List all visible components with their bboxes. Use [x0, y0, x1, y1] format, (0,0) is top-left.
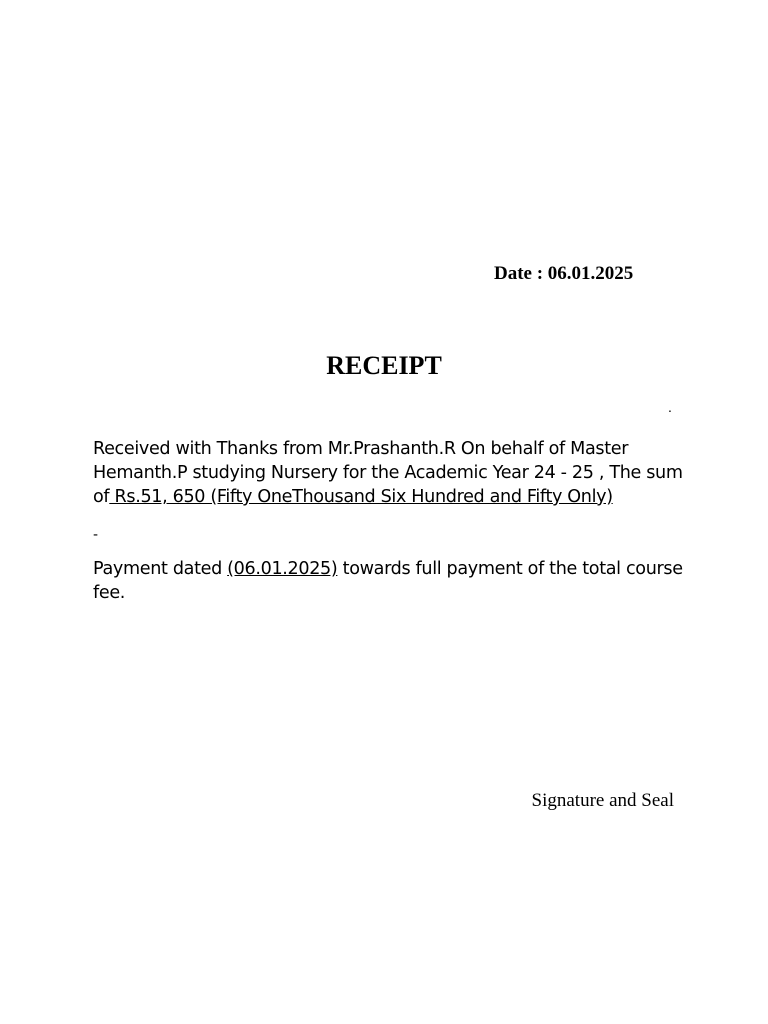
- payment-paragraph: [93, 557, 683, 605]
- received-text: Received with Thanks from Mr.Prashanth.R On behalf of Master Hemanth.P studying Nursery for the Academic Year 24 - 25 , The sum of: [93, 439, 683, 507]
- payment-date: (06.01.2025): [227, 559, 338, 579]
- payment-suffix: towards full payment of the total course fee.: [93, 559, 683, 603]
- received-paragraph: [93, 437, 683, 509]
- payment-prefix: Payment dated: [93, 559, 228, 579]
- dot-mark: .: [668, 399, 672, 415]
- receipt-date: Date : 06.01.2025: [494, 263, 634, 284]
- signature-and-seal: Signature and Seal: [531, 790, 674, 811]
- dash-mark: -: [93, 527, 99, 543]
- receipt-title: RECEIPT: [326, 351, 442, 380]
- amount-text: Rs.51, 650 (Fifty OneThousand Six Hundred and Fifty Only): [109, 487, 613, 507]
